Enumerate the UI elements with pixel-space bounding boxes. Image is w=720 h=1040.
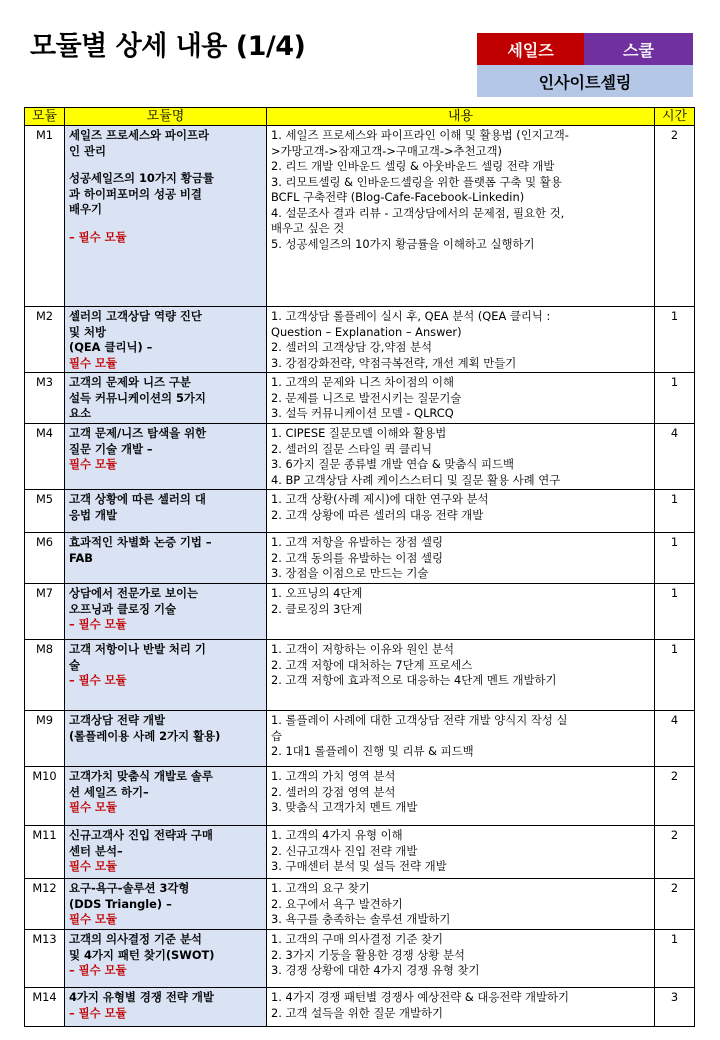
module-hours: 2 <box>655 879 695 930</box>
module-name-line: 응법 개발 <box>69 507 117 522</box>
module-name-line: 고객 상황에 따른 셀러의 대 <box>69 492 206 506</box>
content-line: 1. 고객의 가치 영역 분석 <box>271 769 396 783</box>
module-name <box>65 307 267 373</box>
module-name <box>65 930 267 988</box>
module-hours: 2 <box>655 126 695 307</box>
module-content <box>267 373 655 424</box>
table-row <box>25 490 695 533</box>
module-content <box>267 490 655 533</box>
content-line: 2. 리드 개발 인바운드 셀링 & 아웃바운드 셀링 전략 개발 <box>271 159 555 173</box>
module-name-line: 요구-욕구-솔루션 3각형 <box>69 881 190 895</box>
module-hours: 1 <box>655 373 695 424</box>
module-name-line: 효과적인 차별화 논증 기법 – <box>69 535 212 549</box>
module-id: M3 <box>25 373 65 424</box>
course-badge <box>477 33 693 97</box>
module-content <box>267 424 655 490</box>
module-content <box>267 711 655 767</box>
module-name-line: 4가지 유형별 경쟁 전략 개발 <box>69 990 214 1004</box>
module-name <box>65 826 267 879</box>
table-row <box>25 584 695 640</box>
module-hours: 2 <box>655 826 695 879</box>
module-hours: 1 <box>655 584 695 640</box>
module-name-line: 술 <box>69 657 81 672</box>
module-name-line: 과 하이퍼포머의 성공 비결 <box>69 186 202 201</box>
content-line: 1. 오프닝의 4단계 <box>271 586 363 600</box>
module-hours: 3 <box>655 988 695 1027</box>
content-line: 3. 욕구를 충족하는 솔루션 개발하기 <box>271 912 451 926</box>
table-row <box>25 930 695 988</box>
module-name-line: FAB <box>69 550 93 565</box>
module-name <box>65 424 267 490</box>
content-line: 2. 클로징의 3단계 <box>271 601 363 616</box>
table-row <box>25 307 695 373</box>
content-line: 1. 고객 상황(사례 제시)에 대한 연구와 분석 <box>271 492 489 506</box>
module-name-line: (롤플레이용 사례 2가지 활용) <box>69 728 221 743</box>
module-name-line: 설득 커뮤니케이션의 5가지 <box>69 390 206 405</box>
module-name-line <box>69 785 262 816</box>
module-name-line <box>69 844 262 875</box>
content-line: 3. 장점을 이점으로 만드는 기술 <box>271 566 429 580</box>
module-name-line: 고객상담 전략 개발 <box>69 713 165 727</box>
content-line: 2. 고객 설득을 위한 질문 개발하기 <box>271 1005 444 1020</box>
module-hours: 1 <box>655 490 695 533</box>
content-line: 2. 3가지 기둥을 활용한 경쟁 상황 분석 <box>271 947 465 962</box>
module-name-line: 고객의 문제와 니즈 구분 <box>69 375 191 389</box>
module-name-line: 배우기 <box>69 202 103 216</box>
module-content <box>267 584 655 640</box>
content-line: 1. 고객이 저항하는 이유와 원인 분석 <box>271 642 455 656</box>
content-line: 2. 신규고객사 진입 전략 개발 <box>271 843 418 858</box>
content-line: 2. 고객 저항에 대처하는 7단계 프로세스 <box>271 657 473 672</box>
module-id: M12 <box>25 879 65 930</box>
module-name-line: 세일즈 프로세스와 파이프라 <box>69 128 209 142</box>
module-name <box>65 373 267 424</box>
module-name-line <box>69 897 262 928</box>
content-line: 3. 맞춤식 고객가치 멘트 개발 <box>271 800 418 814</box>
table-row <box>25 126 695 307</box>
module-content <box>267 767 655 826</box>
module-name-line: 성공세일즈의 10가지 황금률 <box>69 171 214 185</box>
required-tag: – 필수 모듈 <box>69 229 127 244</box>
module-name-line <box>69 442 262 473</box>
module-name-line: 상담에서 전문가로 보이는 <box>69 586 198 600</box>
module-id: M9 <box>25 711 65 767</box>
module-content <box>267 640 655 711</box>
content-line: 2. 고객 상황에 따른 셀러의 대응 전략 개발 <box>271 507 484 522</box>
module-name-line: 신규고객사 진입 전략과 구매 <box>69 828 213 842</box>
table-row <box>25 711 695 767</box>
module-name <box>65 988 267 1027</box>
module-hours: 4 <box>655 424 695 490</box>
content-line: 2. 문제를 니즈로 발전시키는 질문기술 <box>271 390 462 405</box>
content-line: BCFL 구축전략 (Blog-Cafe-Facebook-Linkedin) <box>271 190 525 204</box>
content-line: 4. BP 고객상담 사례 케이스스터디 및 질문 활용 사례 연구 <box>271 472 561 487</box>
badge-insight-selling: 인사이트셀링 <box>477 65 693 97</box>
module-name <box>65 490 267 533</box>
table-row <box>25 767 695 826</box>
required-tag: – 필수 모듈 <box>69 617 127 631</box>
content-line: 3. 구매센터 분석 및 설득 전략 개발 <box>271 859 447 873</box>
module-name-text: (QEA 클리닉) – <box>69 340 153 354</box>
module-hours: 1 <box>655 533 695 584</box>
module-id: M1 <box>25 126 65 307</box>
content-line: 1. 고객의 구매 의사결정 기준 찾기 <box>271 932 444 946</box>
table-row <box>25 826 695 879</box>
module-name <box>65 767 267 826</box>
module-hours: 1 <box>655 930 695 988</box>
module-content <box>267 988 655 1027</box>
content-line: 2. 셀러의 질문 스타일 퀵 클리닉 <box>271 441 433 456</box>
module-name-line <box>69 340 262 371</box>
module-id: M4 <box>25 424 65 490</box>
module-id: M5 <box>25 490 65 533</box>
module-name-line: 및 4가지 패턴 찾기(SWOT) <box>69 947 215 962</box>
module-content <box>267 930 655 988</box>
module-table <box>24 107 695 1027</box>
required-tag: 필수 모듈 <box>69 457 117 471</box>
module-name <box>65 584 267 640</box>
required-tag: 필수 모듈 <box>69 912 117 926</box>
badge-sales: 세일즈 <box>477 33 584 65</box>
content-line: 2. 1대1 롤플레이 진행 및 리뷰 & 피드백 <box>271 744 474 758</box>
module-id: M10 <box>25 767 65 826</box>
module-hours: 1 <box>655 307 695 373</box>
module-content <box>267 826 655 879</box>
badge-school: 스쿨 <box>584 33 693 65</box>
content-line: 배우고 싶은 것 <box>271 221 345 235</box>
required-tag: – 필수 모듈 <box>69 673 127 687</box>
module-name <box>65 126 267 307</box>
table-row <box>25 879 695 930</box>
module-id: M11 <box>25 826 65 879</box>
module-id: M13 <box>25 930 65 988</box>
content-line: 1. 고객 저항을 유발하는 장점 셀링 <box>271 535 444 549</box>
required-tag: 필수 모듈 <box>69 800 117 814</box>
module-name-text: 센터 분석– <box>69 843 123 858</box>
header-time: 시간 <box>655 108 695 126</box>
content-line: 2. 고객 저항에 효과적으로 대응하는 4단계 멘트 개발하기 <box>271 673 557 687</box>
module-name-text: 션 세일즈 하기– <box>69 784 149 799</box>
module-name-line: 요소 <box>69 406 92 420</box>
module-name-line: 고객 문제/니즈 탐색을 위한 <box>69 426 207 440</box>
content-line: 1. 4가지 경쟁 패턴별 경쟁사 예상전략 & 대응전략 개발하기 <box>271 990 570 1004</box>
content-line: 1. 고객상담 롤플레이 실시 후, QEA 분석 (QEA 클리닉 : <box>271 309 551 323</box>
content-line: 3. 경쟁 상황에 대한 4가지 경쟁 유형 찾기 <box>271 963 480 977</box>
module-id: M14 <box>25 988 65 1027</box>
content-line: 1. 고객의 문제와 니즈 차이점의 이해 <box>271 375 455 389</box>
module-content <box>267 533 655 584</box>
required-tag: – 필수 모듈 <box>69 963 127 977</box>
module-name <box>65 640 267 711</box>
content-line: Question – Explanation – Answer) <box>271 324 462 339</box>
module-content <box>267 126 655 307</box>
content-line: 3. 설득 커뮤니케이션 모델 - QLRCQ <box>271 406 454 420</box>
table-row <box>25 640 695 711</box>
table-header-row <box>25 108 695 126</box>
content-line: 3. 리모트셀링 & 인바운드셀링을 위한 플랫폼 구축 및 활용 <box>271 174 562 189</box>
content-line: 3. 강점강화전략, 약점극복전략, 개선 계획 만들기 <box>271 355 517 370</box>
content-line: 1. CIPESE 질문모델 이해와 활용법 <box>271 426 447 440</box>
module-hours: 2 <box>655 767 695 826</box>
header-module-name: 모듈명 <box>65 108 267 126</box>
module-content <box>267 879 655 930</box>
module-name <box>65 533 267 584</box>
module-name <box>65 711 267 767</box>
module-hours: 1 <box>655 640 695 711</box>
module-name-line: 고객 저항이나 반발 처리 기 <box>69 642 206 656</box>
content-line: 5. 성공세일즈의 10가지 황금률을 이해하고 실행하기 <box>271 236 535 251</box>
page-title: 모듈별 상세 내용 (1/4) <box>30 31 306 62</box>
module-id: M6 <box>25 533 65 584</box>
required-tag: – 필수 모듈 <box>69 1005 127 1020</box>
module-id: M7 <box>25 584 65 640</box>
content-line: >가망고객->잠재고객->구매고객->추천고객) <box>271 143 503 158</box>
module-content <box>267 307 655 373</box>
module-id: M2 <box>25 307 65 373</box>
content-line: 2. 요구에서 욕구 발견하기 <box>271 896 403 911</box>
module-name-text: (DDS Triangle) – <box>69 896 172 911</box>
content-line: 2. 셀러의 강점 영역 분석 <box>271 784 396 799</box>
content-line: 1. 고객의 4가지 유형 이해 <box>271 828 403 842</box>
content-line: 1. 고객의 요구 찾기 <box>271 881 370 895</box>
content-line: 4. 설문조사 결과 리뷰 - 고객상담에서의 문제점, 필요한 것, <box>271 205 565 220</box>
content-line: 2. 셀러의 고객상담 강,약점 분석 <box>271 340 433 354</box>
module-id: M8 <box>25 640 65 711</box>
table-row <box>25 988 695 1027</box>
header-content: 내용 <box>267 108 655 126</box>
required-tag: 필수 모듈 <box>69 355 117 370</box>
module-name-line: 고객의 의사결정 기준 분석 <box>69 932 202 946</box>
table-row <box>25 424 695 490</box>
module-name <box>65 879 267 930</box>
content-line: 1. 롤플레이 사례에 대한 고객상담 전략 개발 양식지 작성 실 <box>271 713 568 727</box>
content-line: 1. 세일즈 프로세스와 파이프라인 이해 및 활용법 (인지고객- <box>271 128 569 142</box>
module-name-text: 질문 기술 개발 – <box>69 441 153 456</box>
header-module: 모듈 <box>25 108 65 126</box>
content-line: 2. 고객 동의를 유발하는 이점 셀링 <box>271 550 444 565</box>
module-name-line: 인 관리 <box>69 143 106 158</box>
required-tag: 필수 모듈 <box>69 859 117 873</box>
module-name-line: 오프닝과 클로징 기술 <box>69 601 176 616</box>
module-name-line: 및 처방 <box>69 324 106 339</box>
table-row <box>25 533 695 584</box>
content-line: 3. 6가지 질문 종류별 개발 연습 & 맞춤식 피드백 <box>271 457 515 471</box>
content-line: 습 <box>271 728 283 743</box>
table-row <box>25 373 695 424</box>
module-name-line: 고객가치 맞춤식 개발로 솔루 <box>69 769 213 783</box>
module-name-line: 셀러의 고객상담 역량 진단 <box>69 309 202 323</box>
module-hours: 4 <box>655 711 695 767</box>
